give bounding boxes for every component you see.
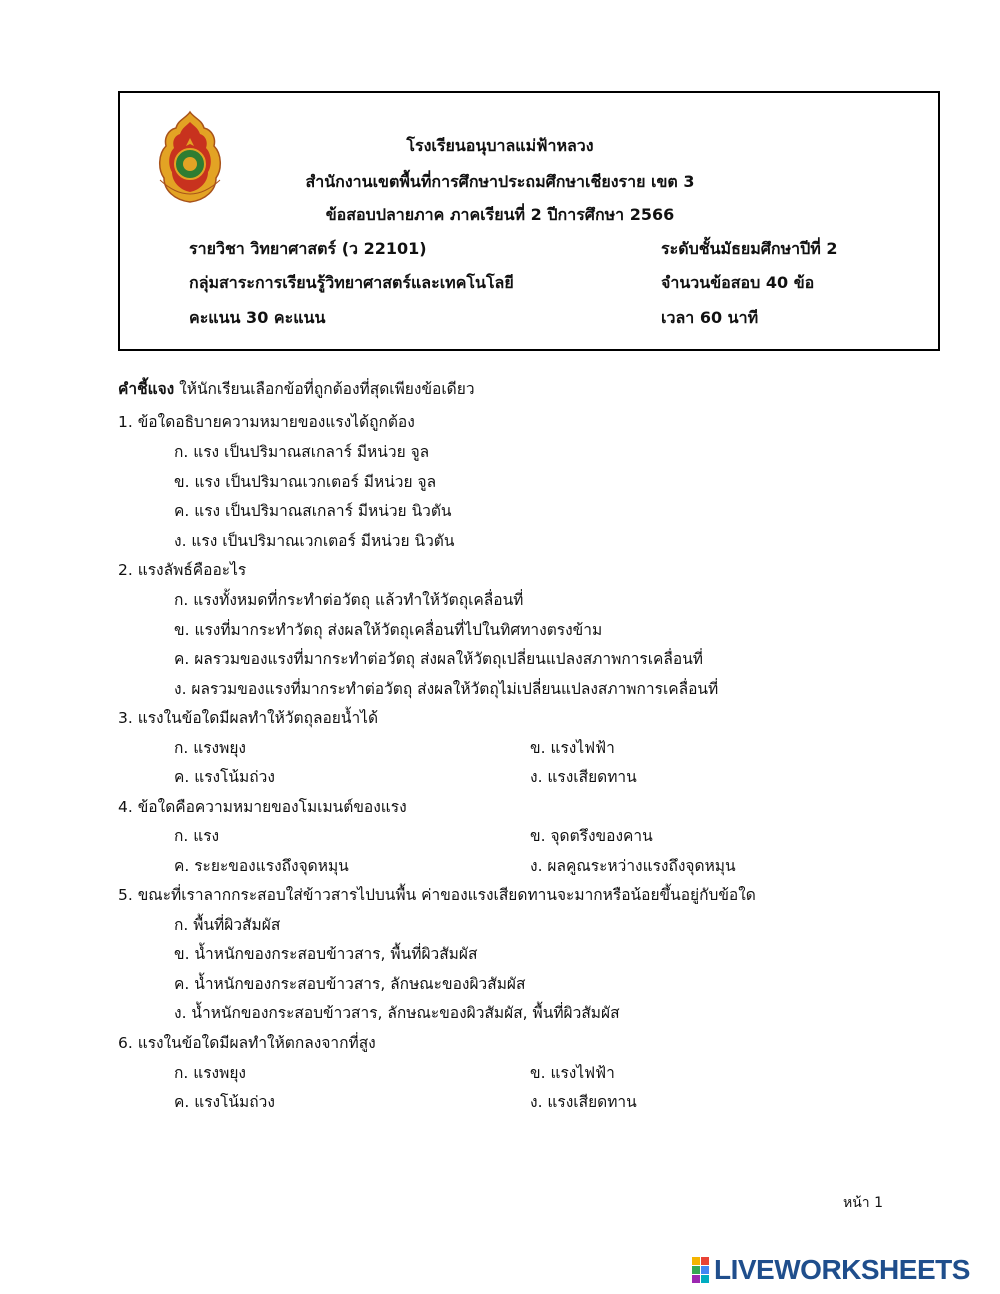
page-number: หน้า 1 [843, 1195, 884, 1211]
liveworksheets-cube-icon [692, 1257, 710, 1283]
question-3: 3. แรงในข้อใดมีผลทำให้วัตถุลอยน้ำได้ [118, 709, 379, 727]
total-score: คะแนน 30 คะแนน [189, 308, 326, 327]
question-5-option[interactable]: ค. น้ำหนักของกระสอบข้าวสาร, ลักษณะของผิวสัมผัส [174, 975, 526, 993]
question-6-option[interactable]: ก. แรงพยุง [174, 1064, 246, 1082]
question-2-option[interactable]: ก. แรงทั้งหมดที่กระทำต่อวัตถุ แล้วทำให้วัตถุเคลื่อนที่ [174, 591, 524, 609]
office-name: สำนักงานเขตพื้นที่การศึกษาประถมศึกษาเชียงราย เขต 3 [305, 172, 695, 191]
question-2-option[interactable]: ค. ผลรวมของแรงที่มากระทำต่อวัตถุ ส่งผลให้วัตถุเปลี่ยนแปลงสภาพการเคลื่อนที่ [174, 650, 704, 668]
question-6-option[interactable]: ค. แรงโน้มถ่วง [174, 1093, 275, 1111]
question-1-option[interactable]: ง. แรง เป็นปริมาณเวกเตอร์ มีหน่วย นิวตัน [174, 532, 455, 550]
question-2-option[interactable]: ง. ผลรวมของแรงที่มากระทำต่อวัตถุ ส่งผลให้วัตถุไม่เปลี่ยนแปลงสภาพการเคลื่อนที่ [174, 680, 719, 698]
question-5-option[interactable]: ก. พื้นที่ผิวสัมผัส [174, 916, 281, 934]
instruction-text: ให้นักเรียนเลือกข้อที่ถูกต้องที่สุดเพียงข้อเดียว [174, 380, 475, 398]
question-2: 2. แรงลัพธ์คืออะไร [118, 561, 247, 579]
liveworksheets-wordmark: LIVEWORKSHEETS [714, 1254, 970, 1285]
time-limit: เวลา 60 นาที [661, 308, 759, 327]
question-1-option[interactable]: ข. แรง เป็นปริมาณเวกเตอร์ มีหน่วย จูล [174, 473, 437, 491]
question-6-option[interactable]: ข. แรงไฟฟ้า [530, 1064, 615, 1082]
subject-label: รายวิชา วิทยาศาสตร์ (ว 22101) [189, 239, 427, 258]
exam-title: ข้อสอบปลายภาค ภาคเรียนที่ 2 ปีการศึกษา 2566 [325, 205, 675, 224]
question-1: 1. ข้อใดอธิบายความหมายของแรงได้ถูกต้อง [118, 413, 415, 431]
question-2-option[interactable]: ข. แรงที่มากระทำวัตถุ ส่งผลให้วัตถุเคลื่อนที่ไปในทิศทางตรงข้าม [174, 621, 603, 639]
instruction [118, 376, 475, 401]
question-4-option[interactable]: ก. แรง [174, 827, 220, 845]
question-5-option[interactable]: ข. น้ำหนักของกระสอบข้าวสาร, พื้นที่ผิวสัมผัส [174, 945, 478, 963]
question-5-option[interactable]: ง. น้ำหนักของกระสอบข้าวสาร, ลักษณะของผิวสัมผัส, พื้นที่ผิวสัมผัส [174, 1004, 620, 1022]
school-name: โรงเรียนอนุบาลแม่ฟ้าหลวง [406, 136, 594, 155]
learning-group: กลุ่มสาระการเรียนรู้วิทยาศาสตร์และเทคโนโลยี [189, 273, 514, 292]
question-3-option[interactable]: ข. แรงไฟฟ้า [530, 739, 615, 757]
instruction-label: คำชี้แจง [118, 380, 175, 398]
question-4-option[interactable]: ง. ผลคูณระหว่างแรงถึงจุดหมุน [530, 857, 736, 875]
liveworksheets-logo[interactable] [692, 1253, 970, 1287]
question-4-option[interactable]: ข. จุดตรึงของคาน [530, 827, 653, 845]
question-4: 4. ข้อใดคือความหมายของโมเมนต์ของแรง [118, 798, 407, 816]
question-6: 6. แรงในข้อใดมีผลทำให้ตกลงจากที่สูง [118, 1034, 376, 1052]
question-count: จำนวนข้อสอบ 40 ข้อ [661, 273, 815, 292]
question-5: 5. ขณะที่เราลากกระสอบใส่ข้าวสารไปบนพื้น ค่าของแรงเสียดทานจะมากหรือน้อยขึ้นอยู่กับข้อใด [118, 886, 756, 904]
question-1-option[interactable]: ค. แรง เป็นปริมาณสเกลาร์ มีหน่วย นิวตัน [174, 502, 452, 520]
grade-level: ระดับชั้นมัธยมศึกษาปีที่ 2 [661, 239, 838, 258]
question-6-option[interactable]: ง. แรงเสียดทาน [530, 1093, 637, 1111]
question-1-option[interactable]: ก. แรง เป็นปริมาณสเกลาร์ มีหน่วย จูล [174, 443, 430, 461]
question-3-option[interactable]: ค. แรงโน้มถ่วง [174, 768, 275, 786]
question-3-option[interactable]: ก. แรงพยุง [174, 739, 246, 757]
question-4-option[interactable]: ค. ระยะของแรงถึงจุดหมุน [174, 857, 349, 875]
question-3-option[interactable]: ง. แรงเสียดทาน [530, 768, 637, 786]
